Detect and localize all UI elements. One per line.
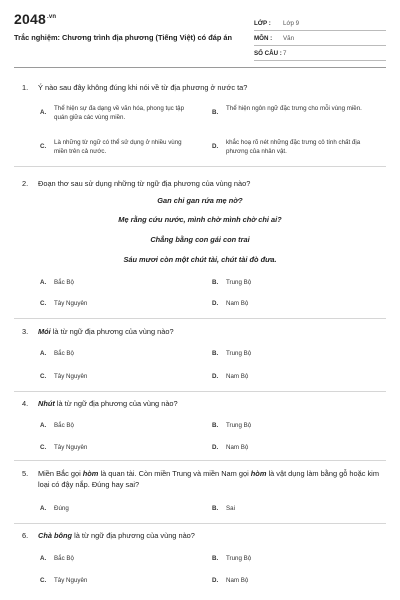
meta-count <box>254 46 386 61</box>
question-text-part2: là quan tài. Còn miền Trung và miền Nam gọi <box>98 469 251 478</box>
option-label: C. <box>40 373 47 380</box>
question-keyword: hòm <box>82 469 99 478</box>
poem-line-3: Chẳng bằng con gái con trai <box>150 235 250 244</box>
logo-sub: .vn <box>46 14 57 21</box>
logo-main: 2048 <box>14 11 46 27</box>
option-label: A. <box>40 279 47 286</box>
option-label: C. <box>40 444 47 451</box>
option-label: D. <box>212 444 219 451</box>
option-label: B. <box>212 422 219 429</box>
meta-class <box>254 16 386 31</box>
option-label: B. <box>212 555 219 562</box>
option-text: Nam Bộ <box>226 577 249 584</box>
question-text <box>38 326 386 337</box>
option-text: Là những từ ngữ có thể sử dụng ở nhiều vùng miền trên cả nước. <box>54 139 182 155</box>
option-text: Bắc Bộ <box>54 350 74 357</box>
option-text: Đúng <box>54 505 69 512</box>
question-keyword: Chà bông <box>38 531 73 540</box>
question-number: 2. <box>22 179 29 188</box>
question-number: 3. <box>22 327 29 336</box>
question-text <box>38 398 386 409</box>
question-divider <box>14 460 386 461</box>
meta-subject-value: Văn <box>283 35 295 42</box>
poem-line-1: Gan chi gan rứa mẹ nờ? <box>157 196 243 205</box>
option-text: Thể hiện sự đa dạng về văn hóa, phong tục tập quán giữa các vùng miền. <box>54 105 185 121</box>
option-label: B. <box>212 109 219 116</box>
option-text: Nam Bộ <box>226 444 249 451</box>
option-label: D. <box>212 577 219 584</box>
option-text: Tây Nguyên <box>54 300 88 307</box>
option-label: B. <box>212 279 219 286</box>
question-text-rest: là từ ngữ địa phương của vùng nào? <box>50 327 174 336</box>
meta-subject-label: MÔN : <box>254 35 273 42</box>
option-text: khắc hoạ rõ nét những đặc trưng cô tính chất địa phương của nhân vật. <box>226 139 361 155</box>
meta-count-label: SỐ CÂU : <box>254 50 282 57</box>
page-title: Trắc nghiệm: Chương trình địa phương (Tiếng Việt) có đáp án <box>14 33 233 42</box>
option-text: Tây Nguyên <box>54 577 88 584</box>
option-text: Sai <box>226 505 235 512</box>
question-text <box>38 468 386 490</box>
question-divider <box>14 318 386 319</box>
header-divider <box>14 67 386 68</box>
question-divider <box>14 391 386 392</box>
question-number: 5. <box>22 469 29 478</box>
meta-subject <box>254 31 386 46</box>
question-text <box>38 530 386 541</box>
meta-class-value: Lớp 9 <box>283 20 300 27</box>
option-text: Trung Bộ <box>226 350 252 357</box>
option-label: A. <box>40 109 47 116</box>
option-label: A. <box>40 505 47 512</box>
option-text: Tây Nguyên <box>54 373 88 380</box>
question-divider <box>14 166 386 167</box>
meta-count-value: 7 <box>283 50 287 57</box>
question-number: 4. <box>22 399 29 408</box>
option-label: A. <box>40 350 47 357</box>
option-label: A. <box>40 422 47 429</box>
site-logo[interactable] <box>14 11 56 27</box>
question-divider <box>14 523 386 524</box>
question-text: Ý nào sau đây không đúng khi nói về từ địa phương ở nước ta? <box>38 83 248 92</box>
question-keyword: hòm <box>250 469 267 478</box>
option-label: D. <box>212 300 219 307</box>
meta-class-label: LỚP : <box>254 20 271 27</box>
option-text: Bắc Bộ <box>54 279 74 286</box>
question-text-rest: là từ ngữ địa phương của vùng nào? <box>54 399 178 408</box>
option-label: B. <box>212 505 219 512</box>
poem-line-4: Sáu mươi còn một chút tài, chút tài đò đưa. <box>123 255 277 264</box>
question-keyword: Mói <box>38 327 51 336</box>
option-text: Nam Bộ <box>226 300 249 307</box>
question-text-rest: là từ ngữ địa phương của vùng nào? <box>72 531 195 540</box>
option-text: Bắc Bộ <box>54 555 74 562</box>
question-number: 6. <box>22 531 29 540</box>
option-label: A. <box>40 555 47 562</box>
option-text: Trung Bộ <box>226 279 252 286</box>
question-number: 1. <box>22 83 29 92</box>
option-label: D. <box>212 373 219 380</box>
option-label: D. <box>212 143 219 150</box>
question-keyword: Nhút <box>38 399 55 408</box>
option-text: Tây Nguyên <box>54 444 88 451</box>
option-label: B. <box>212 350 219 357</box>
question-text-part3: là vật dụng làm bằng gỗ hoặc kim loại có đậy nắp. Đúng hay sai? <box>38 469 379 489</box>
option-label: C. <box>40 577 47 584</box>
option-text: Trung Bộ <box>226 422 252 429</box>
poem-line-2: Mẹ rằng cứu nước, mình chờ mình chờ chi ai? <box>118 215 282 224</box>
option-text: Bắc Bộ <box>54 422 74 429</box>
option-text: Thể hiện ngôn ngữ đặc trưng cho mỗi vùng miền. <box>226 105 362 112</box>
option-label: C. <box>40 300 47 307</box>
question-text-part1: Miền Bắc gọi <box>38 469 83 478</box>
option-label: C. <box>40 143 47 150</box>
question-text: Đoạn thơ sau sử dụng những từ ngữ địa phương của vùng nào? <box>38 179 251 188</box>
option-text: Nam Bộ <box>226 373 249 380</box>
option-text: Trung Bộ <box>226 555 252 562</box>
